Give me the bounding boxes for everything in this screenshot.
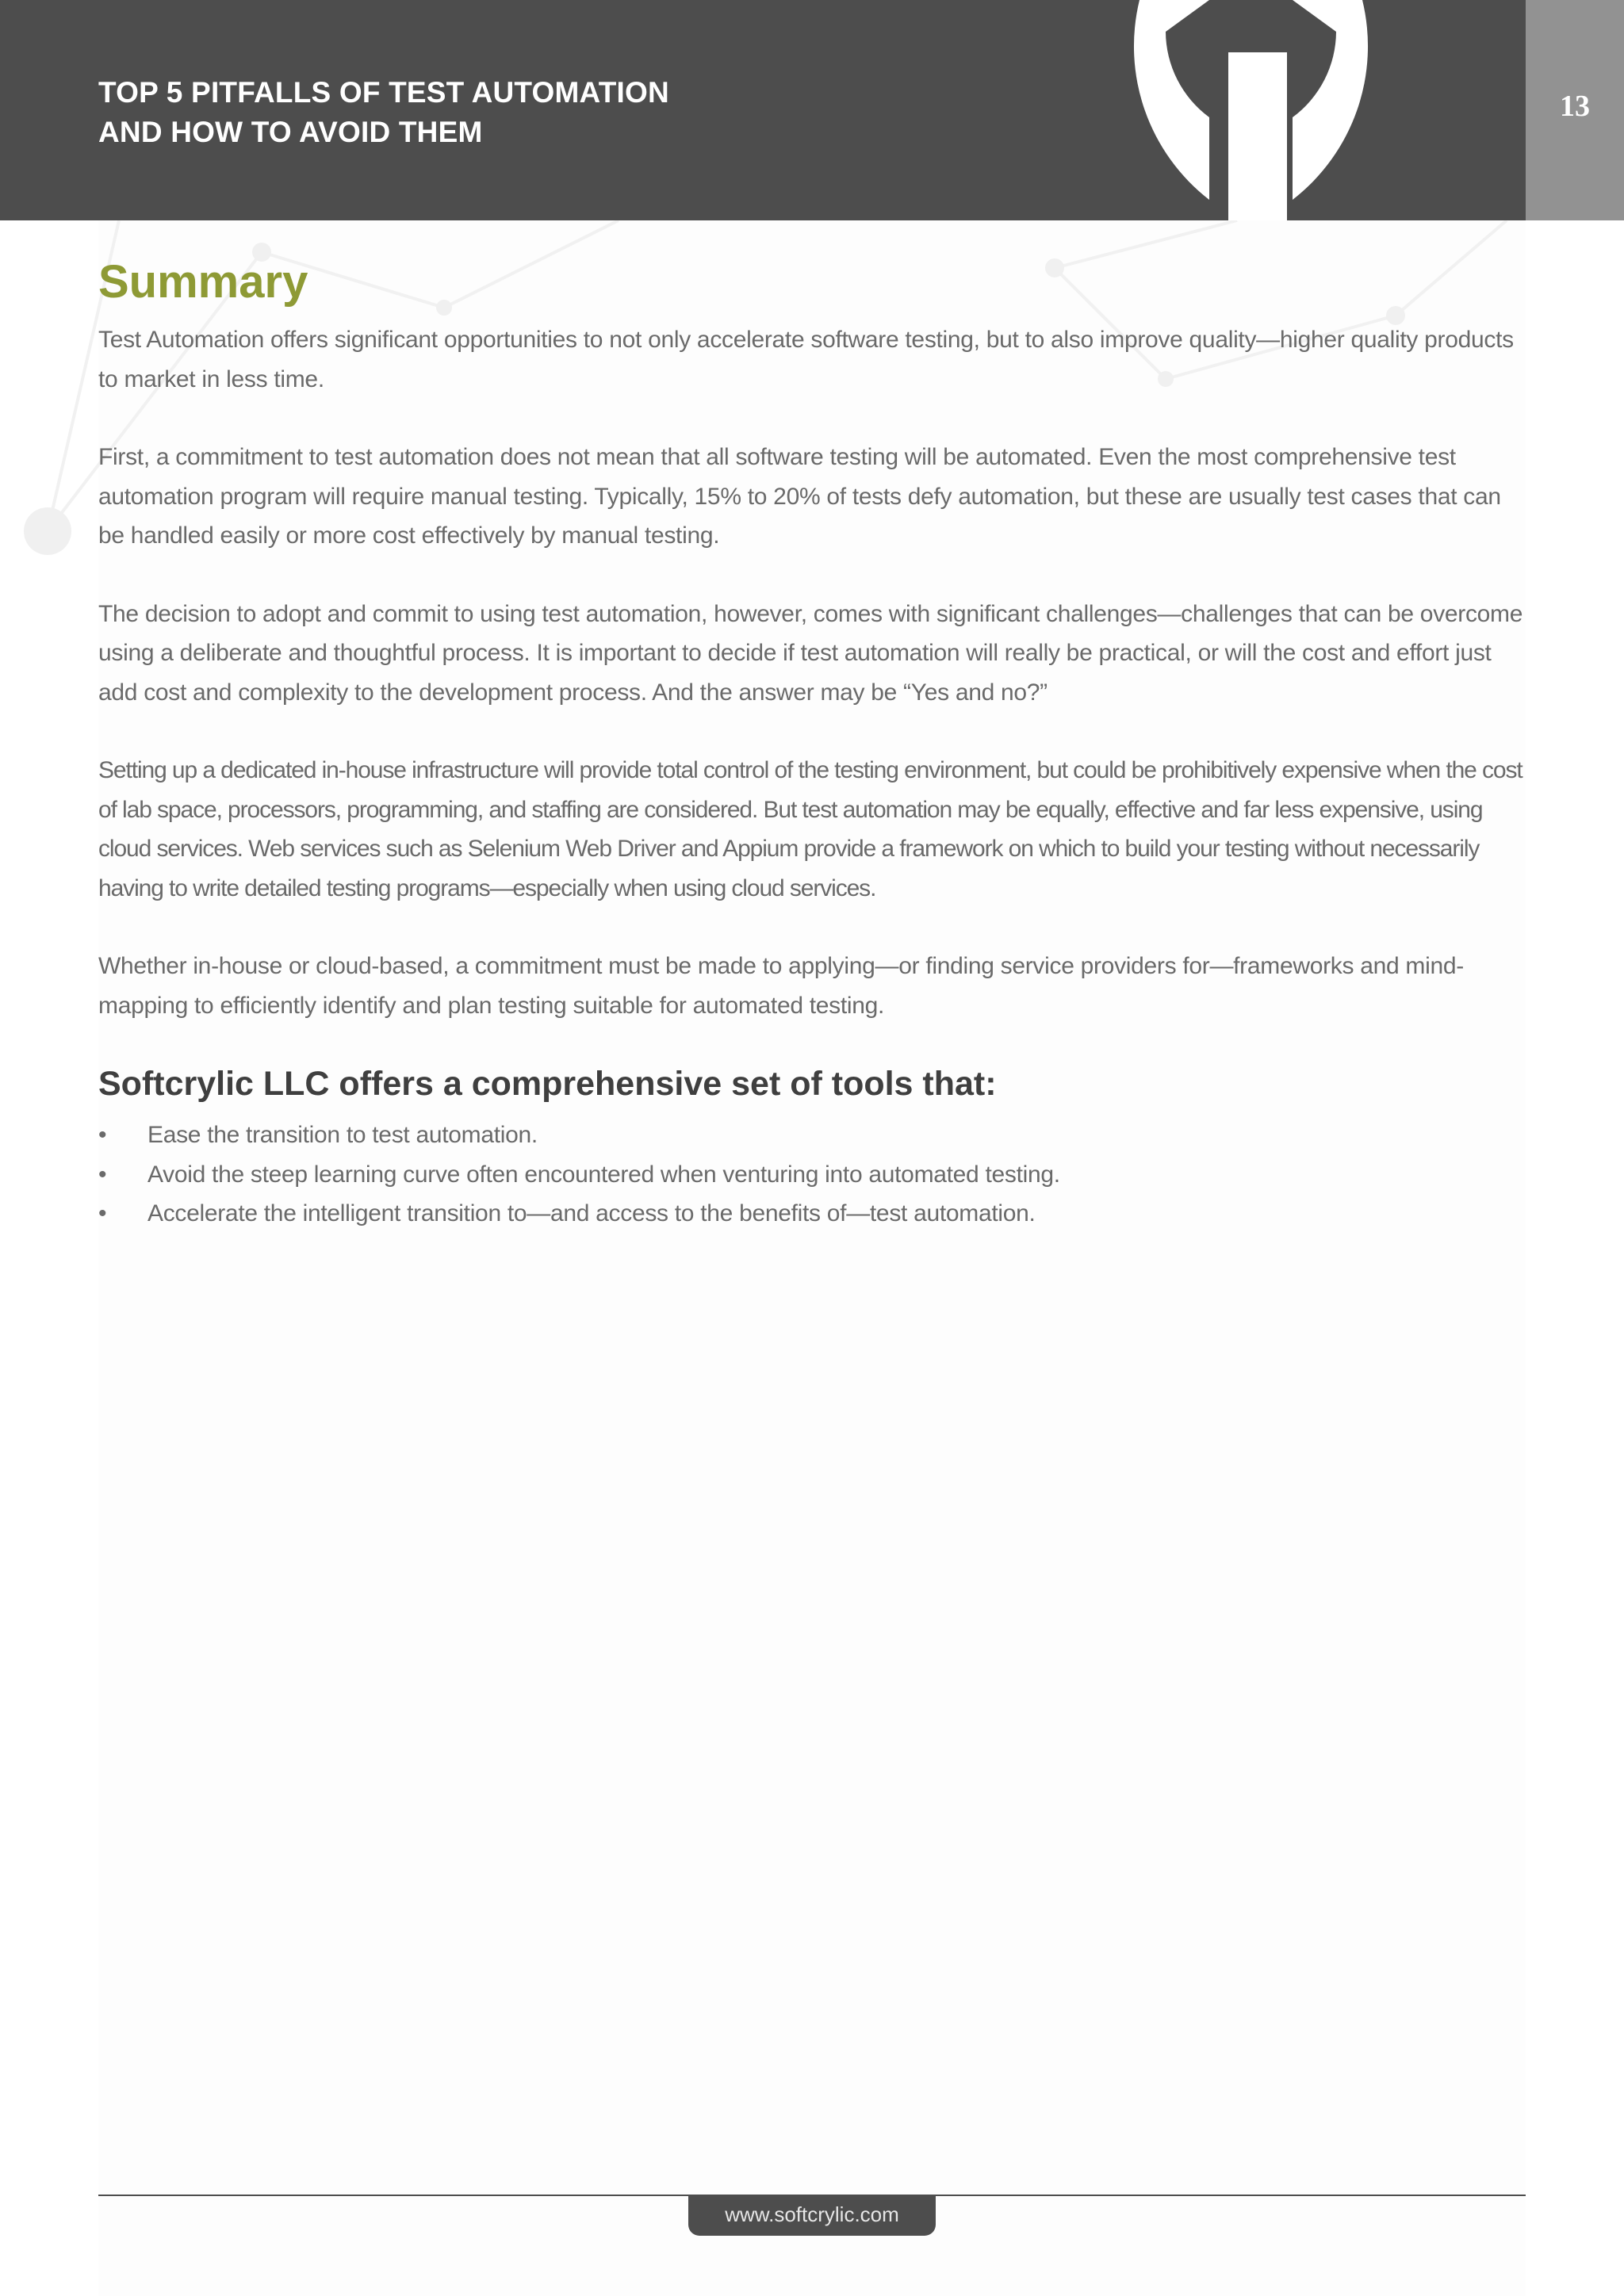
summary-paragraph-2: First, a commitment to test automation does not mean that all software testing will be automated. Even the most comprehensive test automation program will require manual testing. Typically, 15% to 20% of tests defy automation, but these are usually test cases that can be handled easily or more cost effectively by manual testing. [98, 444, 1501, 549]
page-number-tab [1526, 0, 1624, 220]
document-title-line-1: TOP 5 PITFALLS OF TEST AUTOMATION [98, 76, 669, 109]
summary-heading: Summary [98, 256, 308, 308]
page-number: 13 [1560, 90, 1590, 123]
document-title-line-2: AND HOW TO AVOID THEM [98, 116, 483, 148]
document-title [98, 73, 669, 152]
list-item-text: Ease the transition to test automation. [147, 1122, 538, 1148]
list-item-text: Accelerate the intelligent transition to—and access to the benefits of—test automation. [147, 1200, 1036, 1226]
summary-paragraph-5: Whether in-house or cloud-based, a commitment must be made to applying—or finding service providers for—frameworks and mind-mapping to efficiently identify and plan testing suitable for automated testing. [98, 953, 1464, 1019]
list-item [98, 1115, 1526, 1155]
list-item-text: Avoid the steep learning curve often encountered when venturing into automated testing. [147, 1161, 1060, 1188]
list-item [98, 1194, 1526, 1234]
bullet-icon: • [98, 1161, 107, 1188]
bullet-icon: • [98, 1122, 107, 1148]
footer-url: www.softcrylic.com [725, 2202, 899, 2226]
list-item [98, 1155, 1526, 1195]
power-logo-icon [1047, 0, 1459, 220]
summary-paragraph-1: Test Automation offers significant opportunities to not only accelerate software testing, but to also improve quality—higher quality products to market in less time. [98, 327, 1514, 392]
main-content [98, 252, 1526, 1234]
summary-paragraph-4: Setting up a dedicated in-house infrastructure will provide total control of the testing environment, but could be prohibitively expensive when the cost of lab space, processors, programming, and staffing are considered. But test automation may be equally, effective and far less expensive, using cloud services. Web services such as Selenium Web Driver and Appium provide a framework on which to build your testing without necessarily having to write detailed testing programs—especially when using cloud services. [98, 757, 1522, 901]
page-header [0, 0, 1526, 220]
offers-heading: Softcrylic LLC offers a comprehensive set of tools that: [98, 1065, 997, 1103]
offers-list [98, 1115, 1526, 1234]
bullet-icon: • [98, 1200, 107, 1226]
summary-paragraph-3: The decision to adopt and commit to using test automation, however, comes with significant challenges—challenges that can be overcome using a deliberate and thoughtful process. It is important to decide if test automation will really be practical, or will the cost and effort just add cost and complexity to the development process. And the answer may be “Yes and no?” [98, 600, 1523, 706]
footer-website-link[interactable] [688, 2195, 936, 2236]
